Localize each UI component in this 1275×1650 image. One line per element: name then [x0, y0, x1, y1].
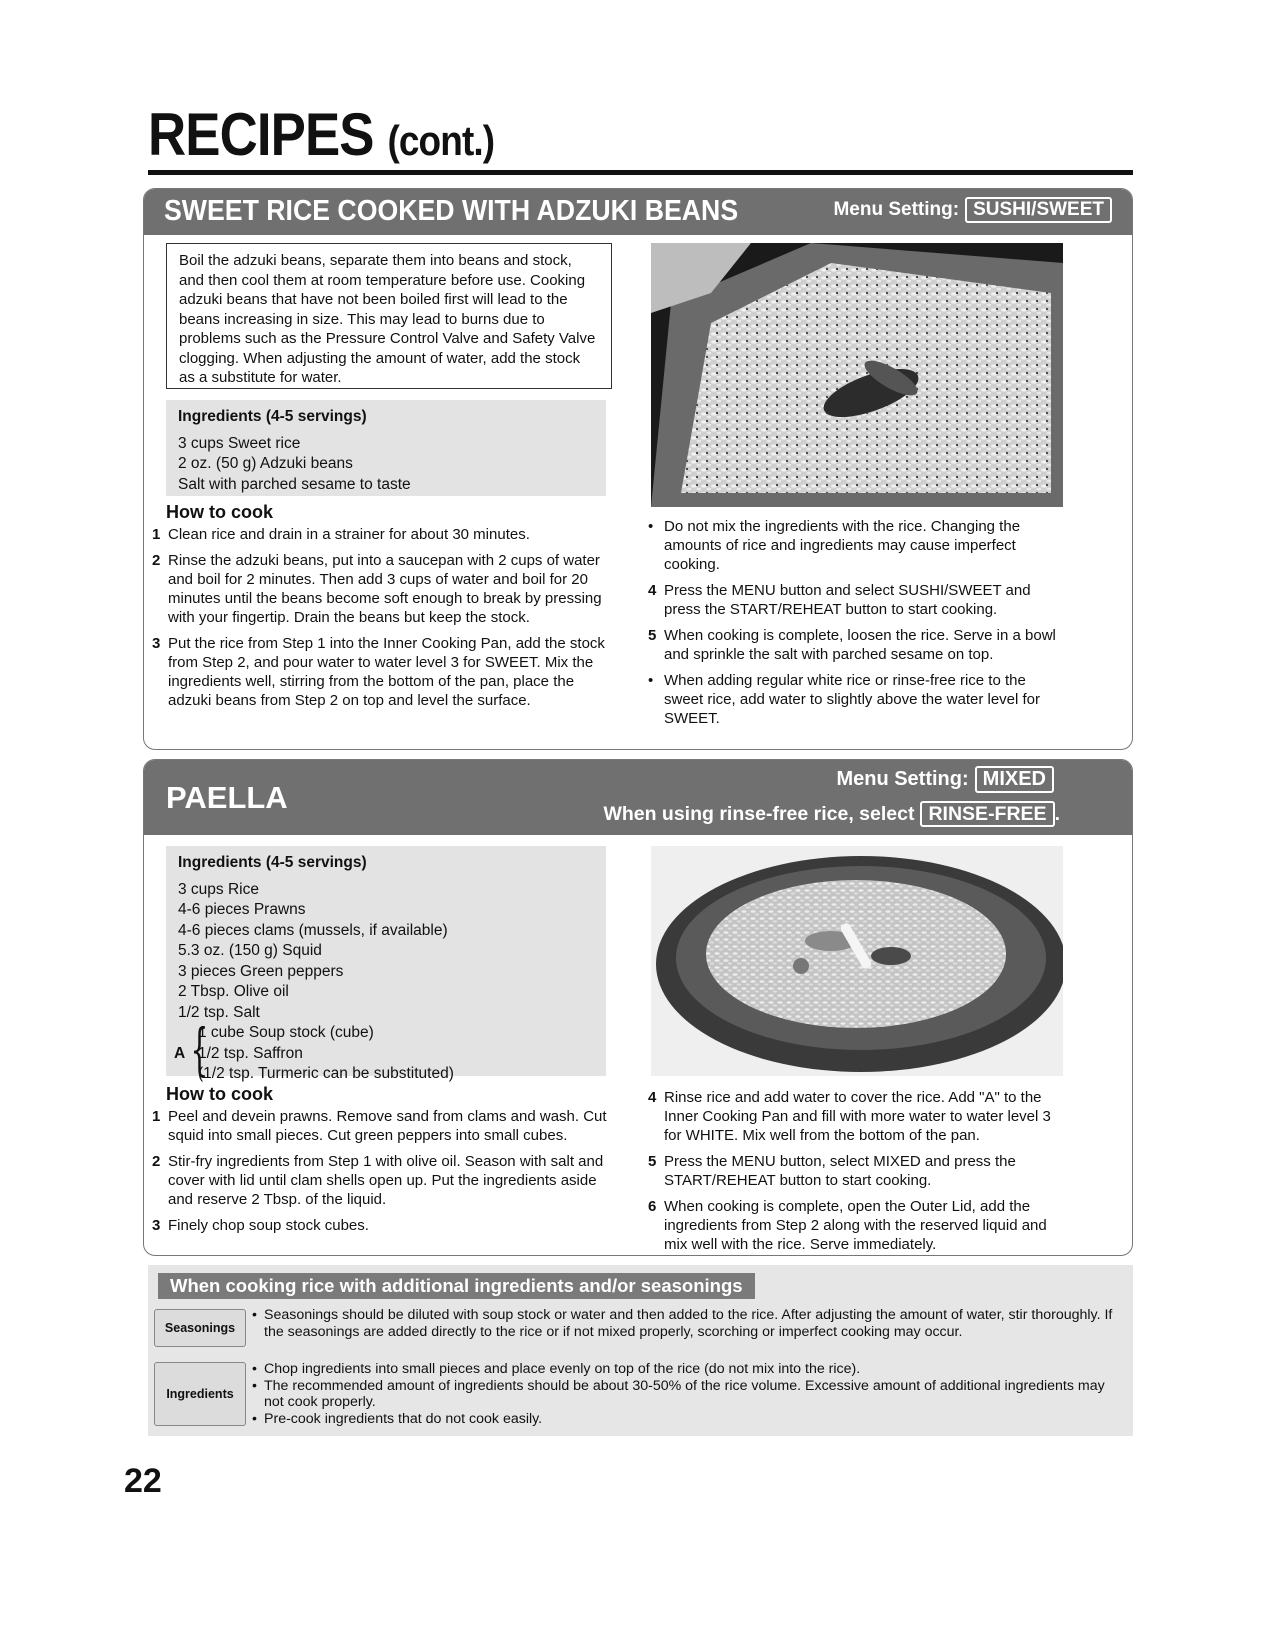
paella-ingredients — [166, 846, 606, 1083]
sweet-rice-menu-setting: Menu Setting: SUSHI/SWEET — [833, 197, 1112, 223]
paella-header — [144, 760, 1132, 835]
title-rule — [148, 170, 1133, 175]
warning-text: Boil the adzuki beans, separate them into beans and stock, and then cool them at room temperature before use. Cooking adzuki beans that have not been boiled first will lead to the beans increasing in size. This may lead to burns due to problems such as the Pressure Control Valve and Safety Valve clogging. When adjusting the amount of water, add the stock as a substitute for water. — [179, 252, 596, 386]
menu-value-badge: MIXED — [975, 766, 1054, 793]
tip-item: • The recommended amount of ingredients should be about 30-50% of the rice volume. Excessive amount of additional ingredients may not cook properly. — [252, 1377, 1105, 1410]
ingredient-item: 3 pieces Green peppers — [178, 962, 344, 980]
note-item: • When adding regular white rice or rinse-free rice to the sweet rice, add water to slightly above the water level for SWEET. — [648, 672, 1041, 727]
ingredient-item: 2 Tbsp. Olive oil — [178, 983, 289, 1000]
ingredient-item: 3 cups Sweet rice — [178, 434, 301, 452]
additional-ingredients-tips — [148, 1265, 1133, 1436]
page-title-suffix: (cont.) — [387, 117, 495, 164]
paella-steps-right — [648, 1088, 1068, 1256]
tip-item: • Pre-cook ingredients that do not cook easily. — [252, 1410, 543, 1427]
paella-photo — [651, 846, 1063, 1076]
paella-howto-heading: How to cook — [166, 1084, 273, 1104]
step-item: 6 When cooking is complete, open the Outer Lid, add the ingredients from Step 2 along with the reserved liquid and mix well with the rice. Serve immediately. — [648, 1198, 1047, 1253]
page-number: 22 — [124, 1462, 162, 1500]
ingredients-heading: Ingredients (4-5 servings) — [178, 854, 367, 871]
paella-menu-setting: Menu Setting: MIXED — [836, 766, 1054, 793]
ingredients-label: Ingredients — [154, 1362, 246, 1426]
step-item: 1 Peel and devein prawns. Remove sand from clams and wash. Cut squid into small pieces. Cut green peppers into small cubes. — [152, 1108, 607, 1144]
paella-title: PAELLA — [166, 780, 288, 815]
menu-value-badge: SUSHI/SWEET — [965, 197, 1112, 223]
sweet-rice-image — [651, 243, 1063, 507]
paella-section — [143, 759, 1133, 1256]
ingredient-item: (1/2 tsp. Turmeric can be substituted) — [198, 1065, 454, 1082]
brace-icon: { — [190, 1017, 209, 1083]
ingredient-item: 4-6 pieces clams (mussels, if available) — [178, 921, 448, 939]
step-item: 3 Put the rice from Step 1 into the Inner Cooking Pan, add the stock from Step 2, and pour water to water level 3 for SWEET. Mix the ingredients well, stirring from the bottom of the pan, place the adzuki beans from Step 2 on top and level the surface. — [152, 635, 605, 709]
sweet-rice-ingredients — [166, 400, 606, 496]
ingredient-item: 1/2 tsp. Saffron — [198, 1044, 303, 1062]
step-item: 3 Finely chop soup stock cubes. — [152, 1217, 369, 1234]
step-item: 1 Clean rice and drain in a strainer for about 30 minutes. — [152, 526, 530, 543]
sweet-rice-section — [143, 188, 1133, 750]
step-item: 2 Rinse the adzuki beans, put into a saucepan with 2 cups of water and boil for 2 minutes. Then add 3 cups of water and boil for 20 minutes until the beans become soft enough to break by pressing with your fingertip. Drain the beans but keep the stock. — [152, 552, 602, 626]
sweet-rice-header — [144, 189, 1132, 235]
sweet-rice-title: SWEET RICE COOKED WITH ADZUKI BEANS — [164, 195, 739, 227]
tip-item: • Seasonings should be diluted with soup stock or water and then added to the rice. After adjusting the amount of water, stir thoroughly. If the seasonings are added directly to the rice or if not mixed properly, scorching or imperfect cooking may occur. — [252, 1307, 1113, 1340]
rinse-free-note: When using rinse-free rice, select RINSE-FREE . — [603, 801, 1060, 827]
page-title — [148, 100, 494, 169]
ingredient-group-a — [174, 1017, 594, 1085]
step-item: 2 Stir-fry ingredients from Step 1 with olive oil. Season with salt and cover with lid until clam shells open up. Put the ingredients aside and reserve 2 Tbsp. of the liquid. — [152, 1153, 604, 1208]
step-item: 4 Press the MENU button and select SUSHI/SWEET and press the START/REHEAT button to start cooking. — [648, 582, 1031, 618]
sweet-rice-steps-right — [648, 517, 1068, 735]
seasonings-label: Seasonings — [154, 1309, 246, 1347]
paella-steps-left — [152, 1107, 614, 1242]
paella-image — [651, 846, 1063, 1076]
step-item: 5 When cooking is complete, loosen the rice. Serve in a bowl and sprinkle the salt with parched sesame on top. — [648, 627, 1056, 663]
ingredient-item: 5.3 oz. (150 g) Squid — [178, 942, 322, 959]
ingredients-heading: Ingredients (4-5 servings) — [178, 408, 367, 425]
adzuki-warning-note — [166, 243, 612, 389]
note-item: • Do not mix the ingredients with the rice. Changing the amounts of rice and ingredients may cause imperfect cooking. — [648, 518, 1021, 573]
step-item: 4 Rinse rice and add water to cover the rice. Add "A" to the Inner Cooking Pan and fill with more water to water level 3 for WHITE. Mix well from the bottom of the pan. — [648, 1089, 1051, 1144]
seasonings-tips — [252, 1307, 1122, 1340]
page-title-text: RECIPES — [148, 101, 374, 168]
tips-title: When cooking rice with additional ingredients and/or seasonings — [158, 1273, 755, 1299]
group-label: A — [174, 1044, 186, 1062]
ingredient-item: 4-6 pieces Prawns — [178, 901, 306, 918]
sweet-rice-howto-heading: How to cook — [166, 502, 273, 522]
ingredient-item: 2 oz. (50 g) Adzuki beans — [178, 455, 353, 472]
ingredient-item: 1/2 tsp. Salt — [178, 1003, 260, 1021]
ingredient-item: 1 cube Soup stock (cube) — [198, 1024, 374, 1041]
ingredient-item: 3 cups Rice — [178, 880, 259, 898]
sweet-rice-steps-left — [152, 525, 614, 717]
sweet-rice-photo — [651, 243, 1063, 507]
rinse-free-badge: RINSE-FREE — [920, 801, 1054, 827]
ingredient-item: Salt with parched sesame to taste — [178, 475, 411, 493]
step-item: 5 Press the MENU button, select MIXED and press the START/REHEAT button to start cooking. — [648, 1153, 1016, 1189]
ingredients-tips — [252, 1361, 1122, 1427]
tip-item: • Chop ingredients into small pieces and place evenly on top of the rice (do not mix into the rice). — [252, 1361, 861, 1377]
